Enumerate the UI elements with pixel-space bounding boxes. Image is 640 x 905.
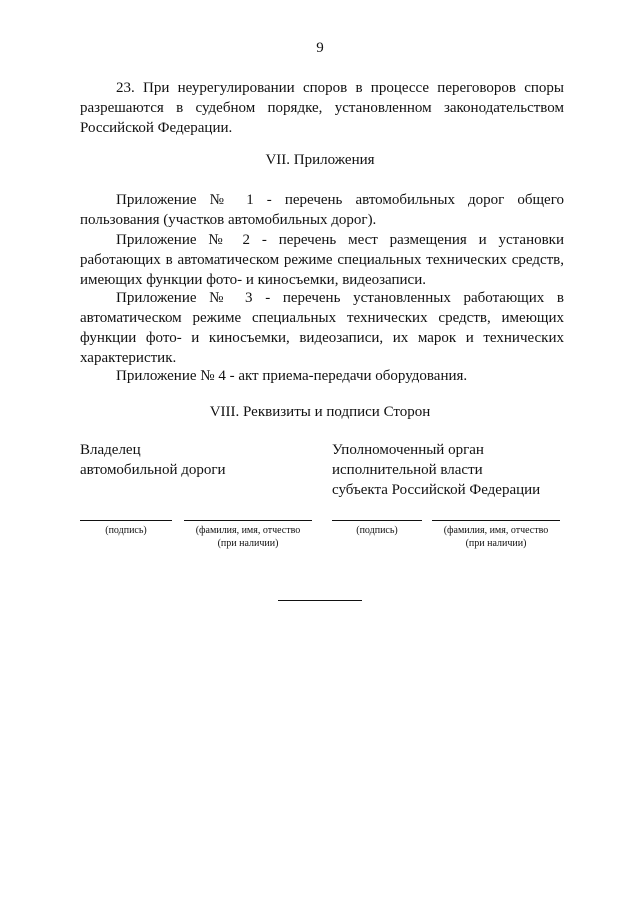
left-signature-line bbox=[80, 520, 172, 521]
appendix-1: Приложение № 1 - перечень автомобильных дорог общего пользования (участков автомобильных дорог). bbox=[80, 192, 564, 228]
document-end-line bbox=[278, 600, 362, 601]
right-party bbox=[332, 440, 540, 500]
left-party-line: Владелец bbox=[80, 442, 141, 458]
right-name-caption-line1: (фамилия, имя, отчество bbox=[443, 525, 549, 536]
right-name-caption-line2: (при наличии) bbox=[465, 538, 527, 549]
left-party bbox=[80, 440, 226, 480]
right-party-line: исполнительной власти bbox=[332, 462, 483, 478]
appendix-3: Приложение № 3 - перечень установленных работающих в автоматическом режиме специальных технических средств, имеющих функции фото- и киносъемки, видеозаписи, их марок и технических характеристик. bbox=[80, 290, 564, 366]
left-name-line bbox=[184, 520, 312, 521]
section-7-title: VII. Приложения bbox=[265, 152, 375, 168]
left-signature-caption: (подпись) bbox=[105, 525, 147, 536]
right-party-line: Уполномоченный орган bbox=[332, 442, 484, 458]
appendix-4: Приложение № 4 - акт приема-передачи оборудования. bbox=[116, 368, 468, 384]
left-name-caption-line2: (при наличии) bbox=[217, 538, 279, 549]
right-name-line bbox=[432, 520, 560, 521]
right-signature-line bbox=[332, 520, 422, 521]
clause-23: 23. При неурегулировании споров в процессе переговоров споры разрешаются в судебном порядке, установленном законодательством Российской Федерации. bbox=[80, 80, 564, 136]
left-name-caption-line1: (фамилия, имя, отчество bbox=[195, 525, 301, 536]
appendix-2: Приложение № 2 - перечень мест размещения и установки работающих в автоматическом режиме специальных технических средств, имеющих функции фото- и киносъемки, видеозаписи. bbox=[80, 232, 564, 288]
right-name-caption bbox=[432, 524, 560, 550]
left-name-caption bbox=[184, 524, 312, 550]
section-8-title: VIII. Реквизиты и подписи Сторон bbox=[209, 404, 431, 420]
page-number: 9 bbox=[316, 40, 324, 56]
right-signature-caption: (подпись) bbox=[356, 525, 398, 536]
right-party-line: субъекта Российской Федерации bbox=[332, 482, 541, 498]
left-party-line: автомобильной дороги bbox=[80, 462, 226, 478]
